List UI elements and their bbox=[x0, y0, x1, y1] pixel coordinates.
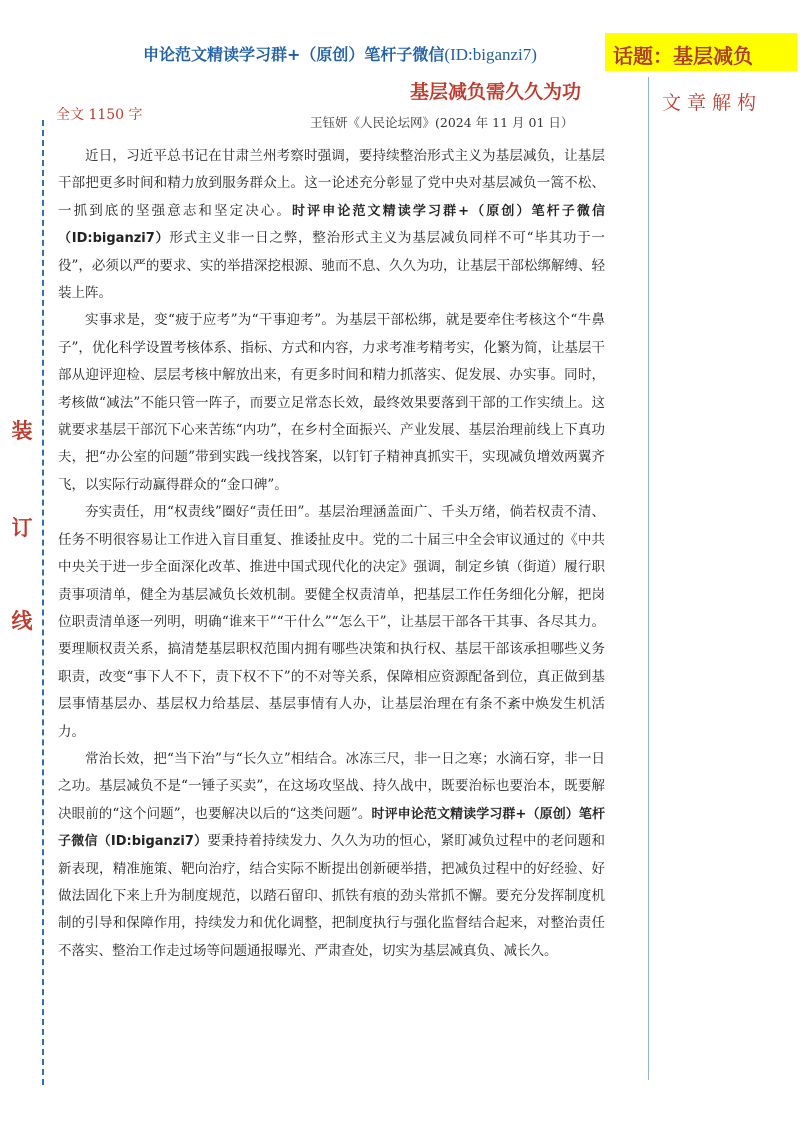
section-tag: 文章解构 bbox=[662, 92, 763, 114]
header-banner bbox=[143, 42, 537, 65]
paragraph-text: 形式主义非一日之弊，整治形式主义为基层减负同样不可“毕其功于一役”，必须以严的要求、实的举措深挖根源、驰而不息、久久为功，让基层干部松绑解缚、轻装上阵。 bbox=[58, 230, 605, 302]
watermark-inline: 时评申论范文精读学习群+（原创）笔杆子微信（ID:biganzi7） bbox=[58, 203, 605, 247]
paragraph bbox=[58, 746, 605, 965]
paragraph-text: 近日，习近平总书记在甘肃兰州考察时强调，要持续整治形式主义为基层减负，让基层干部把更多时间和精力放到服务群众上。这一论述充分彰显了党中央对基层减负一篙不松、一抓到底的坚强意志和坚定决心。 bbox=[58, 148, 605, 219]
paragraph-text: 夯实责任，用“权责线”圈好“责任田”。基层治理涵盖面广、千头万绪，倘若权责不清、任务不明很容易让工作进入盲目重复、推诿扯皮中。党的二十届三中全会审议通过的《中共中央关于进一步全面深化改革、推进中国式现代化的决定》强调，制定乡镇（街道）履行职责事项清单，健全为基层减负长效机制。要健全权责清单，把基层工作任务细化分解，把岗位职责清单逐一列明，明确“谁来干”“干什么”“怎么干”，让基层干部各干其事、各尽其力。要理顺权责关系，搞清楚基层职权范围内拥有哪些决策和执行权、基层干部该承担哪些义务职责，改变“事下人不下，责下权不下”的不对等关系，保障相应资源配备到位，真正做到基层事情基层办、基层权力给基层、基层事情有人办，让基层治理在有条不紊中焕发生机活力。 bbox=[58, 504, 605, 740]
binding-char: 订 bbox=[11, 515, 33, 540]
binding-line bbox=[42, 120, 44, 1085]
paragraph bbox=[58, 307, 605, 499]
paragraph bbox=[58, 499, 605, 746]
binding-char: 装 bbox=[11, 418, 33, 443]
header-text: 申论范文精读学习群+（原创）笔杆子微信 bbox=[143, 45, 445, 64]
article-byline: 王钰妍《人民论坛网》(2024 年 11 月 01 日） bbox=[310, 115, 574, 130]
watermark-inline: 时评申论范文精读学习群+（原创）笔杆子微信（ID:biganzi7） bbox=[58, 806, 605, 850]
right-divider bbox=[648, 77, 649, 1080]
paragraph-text: 要秉持着持续发力、久久为功的恒心，紧盯减负过程中的老问题和新表现，精准施策、靶向治疗，结合实际不断提出创新硬举措，把减负过程中的好经验、好做法固化下来上升为制度规范，以踏石留印、抓铁有痕的劲头常抓不懈。要充分发挥制度机制的引导和保障作用，持续发力和优化调整，把制度执行与强化监督结合起来，对整治责任不落实、整治工作走过场等问题通报曝光、严肃查处，切实为基层减真负、减长久。 bbox=[58, 833, 606, 959]
paragraph-text: 常治长效，把“当下治”与“长久立”相结合。冰冻三尺，非一日之寒；水滴石穿，非一日之功。基层减负不是“一锤子买卖”，在这场攻坚战、持久战中，既要治标也要治本，既要解决眼前的“这个问题”，也要解决以后的“这类问题”。 bbox=[58, 750, 605, 822]
paragraph bbox=[58, 143, 605, 307]
binding-char: 线 bbox=[11, 608, 33, 633]
word-count: 全文 1150 字 bbox=[56, 107, 143, 123]
article-title: 基层减负需久久为功 bbox=[410, 81, 582, 103]
paragraph-text: 实事求是，变“疲于应考”为“干事迎考”。为基层干部松绑，就是要牵住考核这个“牛鼻子”，优化科学设置考核体系、指标、方式和内容，力求考准考精考实，化繁为简，让基层干部从迎评迎检、层层考核中解放出来，有更多时间和精力抓落实、促发展、办实事。同时，考核做“减法”不能只管一阵子，而要立足常态长效，最终效果要落到干部的工作实绩上。这就要求基层干部沉下心来苦练“内功”，在乡村全面振兴、产业发展、基层治理前线上下真功夫，把“办公室的问题”带到实践一线找答案，以钉钉子精神真抓实干，实现减负增效两翼齐飞，以实际行动赢得群众的“金口碑”。 bbox=[58, 312, 605, 493]
header-id: (ID:biganzi7) bbox=[444, 45, 537, 64]
article-body bbox=[58, 143, 605, 965]
topic-label: 话题：基层减负 bbox=[613, 44, 753, 68]
